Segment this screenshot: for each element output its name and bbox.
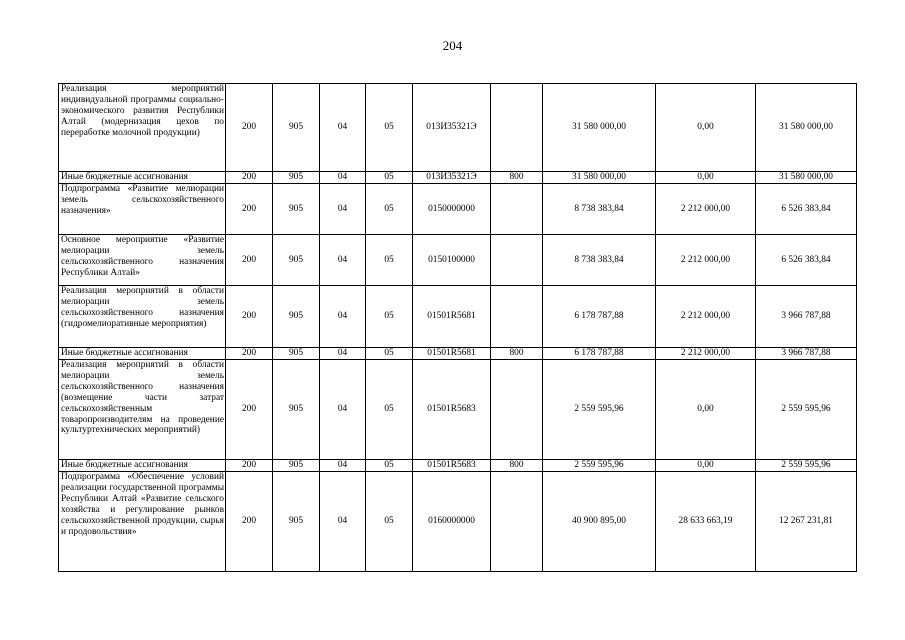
amount-regional: 3 966 787,88 (756, 348, 857, 360)
target-code: 01501R5683 (413, 460, 491, 472)
amount-regional: 2 559 595,96 (756, 460, 857, 472)
code-cell: 04 (320, 360, 366, 460)
amount-federal: 2 212 000,00 (656, 184, 756, 235)
code-cell: 200 (226, 84, 273, 172)
amount-federal: 2 212 000,00 (656, 286, 756, 348)
amount-total: 31 580 000,00 (543, 84, 656, 172)
amount-regional: 12 267 231,81 (756, 472, 857, 572)
code-cell: 200 (226, 184, 273, 235)
amount-federal: 0,00 (656, 460, 756, 472)
amount-total: 2 559 595,96 (543, 460, 656, 472)
table-row (59, 360, 857, 460)
item-name: Иные бюджетные ассигнования (59, 460, 226, 472)
amount-regional: 3 966 787,88 (756, 286, 857, 348)
amount-federal: 0,00 (656, 360, 756, 460)
code-cell: 04 (320, 348, 366, 360)
amount-federal: 0,00 (656, 172, 756, 184)
code-cell: 905 (273, 235, 320, 286)
code-cell: 05 (366, 235, 413, 286)
code-cell: 200 (226, 360, 273, 460)
code-cell: 05 (366, 472, 413, 572)
code-cell: 200 (226, 235, 273, 286)
expense-type: 800 (491, 348, 543, 360)
item-name: Реализация мероприятий в области мелиорации земель сельскохозяйственного назначения (возмещение части затрат сельскохозяйственным товаропроизводителям на проведение культуртехнических мероприятий) (59, 360, 226, 460)
expense-type: 800 (491, 172, 543, 184)
target-code: 013И35321Э (413, 172, 491, 184)
item-name: Иные бюджетные ассигнования (59, 348, 226, 360)
table-row (59, 286, 857, 348)
code-cell: 05 (366, 348, 413, 360)
code-cell: 905 (273, 84, 320, 172)
amount-total: 31 580 000,00 (543, 172, 656, 184)
target-code: 01501R5683 (413, 360, 491, 460)
code-cell: 05 (366, 286, 413, 348)
code-cell: 200 (226, 472, 273, 572)
expense-type (491, 84, 543, 172)
table-row (59, 235, 857, 286)
code-cell: 905 (273, 172, 320, 184)
amount-total: 6 178 787,88 (543, 348, 656, 360)
amount-federal: 28 633 663,19 (656, 472, 756, 572)
code-cell: 05 (366, 172, 413, 184)
expense-type (491, 184, 543, 235)
page-number: 204 (442, 38, 463, 53)
amount-federal: 2 212 000,00 (656, 348, 756, 360)
code-cell: 200 (226, 172, 273, 184)
item-name: Реализация мероприятий в области мелиорации земель сельскохозяйственного назначения (гидромелиоративные мероприятия) (59, 286, 226, 348)
expense-type (491, 235, 543, 286)
code-cell: 04 (320, 235, 366, 286)
table-row (59, 84, 857, 172)
code-cell: 905 (273, 348, 320, 360)
code-cell: 200 (226, 348, 273, 360)
code-cell: 05 (366, 360, 413, 460)
item-name: Подпрограмма «Обеспечение условий реализации государственной программы Республики Алтай «Развитие сельского хозяйства и регулирование рынков сельскохозяйственной продукции, сырья и продовольствия» (59, 472, 226, 572)
amount-federal: 0,00 (656, 84, 756, 172)
code-cell: 05 (366, 460, 413, 472)
code-cell: 04 (320, 172, 366, 184)
expense-type (491, 360, 543, 460)
target-code: 01501R5681 (413, 286, 491, 348)
amount-total: 8 738 383,84 (543, 235, 656, 286)
amount-regional: 31 580 000,00 (756, 172, 857, 184)
table-row (59, 472, 857, 572)
amount-regional: 31 580 000,00 (756, 84, 857, 172)
amount-total: 8 738 383,84 (543, 184, 656, 235)
code-cell: 05 (366, 184, 413, 235)
code-cell: 905 (273, 286, 320, 348)
amount-regional: 6 526 383,84 (756, 184, 857, 235)
amount-regional: 2 559 595,96 (756, 360, 857, 460)
item-name: Основное мероприятие «Развитие мелиорации земель сельскохозяйственного назначения Республики Алтай» (59, 235, 226, 286)
amount-total: 2 559 595,96 (543, 360, 656, 460)
table-row (59, 172, 857, 184)
code-cell: 05 (366, 84, 413, 172)
amount-regional: 6 526 383,84 (756, 235, 857, 286)
expense-type: 800 (491, 460, 543, 472)
code-cell: 905 (273, 184, 320, 235)
table-row (59, 348, 857, 360)
code-cell: 200 (226, 460, 273, 472)
code-cell: 04 (320, 460, 366, 472)
table-row (59, 184, 857, 235)
code-cell: 905 (273, 360, 320, 460)
code-cell: 905 (273, 472, 320, 572)
item-name: Подпрограмма «Развитие мелиорации земель сельскохозяйственного назначения» (59, 184, 226, 235)
code-cell: 04 (320, 184, 366, 235)
expense-type (491, 472, 543, 572)
target-code: 01501R5681 (413, 348, 491, 360)
amount-total: 6 178 787,88 (543, 286, 656, 348)
budget-table (58, 83, 857, 572)
code-cell: 04 (320, 286, 366, 348)
target-code: 0160000000 (413, 472, 491, 572)
target-code: 013И35321Э (413, 84, 491, 172)
amount-total: 40 900 895,00 (543, 472, 656, 572)
target-code: 0150000000 (413, 184, 491, 235)
code-cell: 200 (226, 286, 273, 348)
expense-type (491, 286, 543, 348)
target-code: 0150100000 (413, 235, 491, 286)
code-cell: 04 (320, 84, 366, 172)
amount-federal: 2 212 000,00 (656, 235, 756, 286)
item-name: Иные бюджетные ассигнования (59, 172, 226, 184)
table-row (59, 460, 857, 472)
code-cell: 905 (273, 460, 320, 472)
code-cell: 04 (320, 472, 366, 572)
item-name: Реализация мероприятий индивидуальной программы социально-экономического развития Республики Алтай (модернизация цехов по переработке молочной продукции) (59, 84, 226, 172)
